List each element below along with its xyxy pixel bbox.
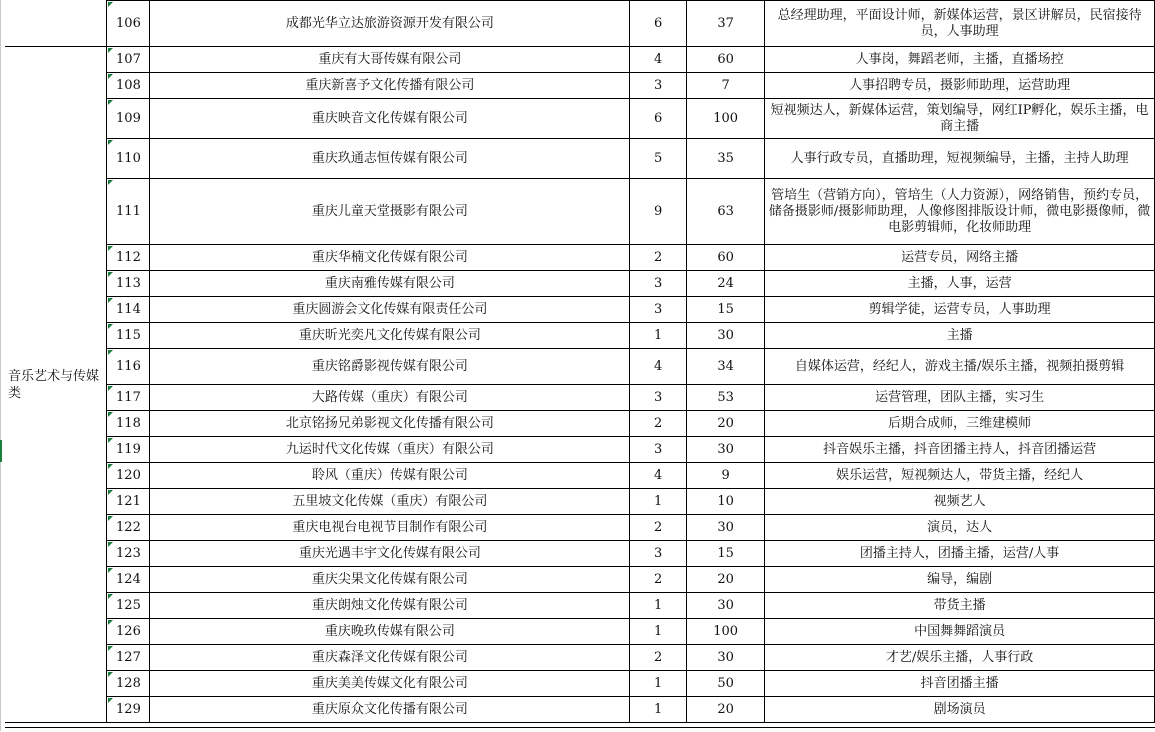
seq-cell: 127 <box>107 645 150 671</box>
position-count-cell: 3 <box>630 437 687 463</box>
position-count-cell: 1 <box>630 619 687 645</box>
table-row <box>5 73 1155 99</box>
table-row <box>5 515 1155 541</box>
seq-cell: 111 <box>107 179 150 245</box>
hiring-count-cell: 63 <box>687 179 765 245</box>
positions-cell: 短视频达人，新媒体运营，策划编导，网红IP孵化，娱乐主播，电商主播 <box>765 99 1155 139</box>
position-count-cell: 6 <box>630 99 687 139</box>
hiring-count-cell: 20 <box>687 697 765 723</box>
company-cell: 成都光华立达旅游资源开发有限公司 <box>150 1 630 47</box>
table-row <box>5 349 1155 385</box>
table-row <box>5 697 1155 723</box>
hiring-count-cell: 30 <box>687 593 765 619</box>
hiring-count-cell: 100 <box>687 619 765 645</box>
seq-cell: 118 <box>107 411 150 437</box>
table-row <box>5 297 1155 323</box>
company-cell: 重庆映音文化传媒有限公司 <box>150 99 630 139</box>
table-row <box>5 1 1155 47</box>
table-row <box>5 541 1155 567</box>
positions-cell: 抖音团播主播 <box>765 671 1155 697</box>
company-cell: 聆风（重庆）传媒有限公司 <box>150 463 630 489</box>
hiring-count-cell: 10 <box>687 489 765 515</box>
table-body <box>5 1 1155 723</box>
position-count-cell: 1 <box>630 323 687 349</box>
position-count-cell: 2 <box>630 645 687 671</box>
positions-cell: 中国舞舞蹈演员 <box>765 619 1155 645</box>
seq-cell: 122 <box>107 515 150 541</box>
company-cell: 重庆森泽文化传媒有限公司 <box>150 645 630 671</box>
position-count-cell: 1 <box>630 593 687 619</box>
company-cell: 重庆昕光奕凡文化传媒有限公司 <box>150 323 630 349</box>
position-count-cell: 1 <box>630 697 687 723</box>
positions-cell: 视频艺人 <box>765 489 1155 515</box>
position-count-cell: 3 <box>630 385 687 411</box>
position-count-cell: 3 <box>630 541 687 567</box>
seq-cell: 116 <box>107 349 150 385</box>
hiring-count-cell: 7 <box>687 73 765 99</box>
table-row <box>5 463 1155 489</box>
row-header-edge <box>0 0 1 731</box>
hiring-count-cell: 37 <box>687 1 765 47</box>
position-count-cell: 1 <box>630 489 687 515</box>
positions-cell: 自媒体运营，经纪人，游戏主播/娱乐主播，视频拍摄剪辑 <box>765 349 1155 385</box>
seq-cell: 124 <box>107 567 150 593</box>
positions-cell: 人事岗，舞蹈老师，主播，直播场控 <box>765 47 1155 73</box>
positions-cell: 人事行政专员，直播助理，短视频编导，主播，主持人助理 <box>765 139 1155 179</box>
seq-cell: 120 <box>107 463 150 489</box>
company-cell: 重庆华楠文化传媒有限公司 <box>150 245 630 271</box>
table-row <box>5 437 1155 463</box>
positions-cell: 团播主持人，团播主播，运营/人事 <box>765 541 1155 567</box>
company-cell: 重庆儿童天堂摄影有限公司 <box>150 179 630 245</box>
seq-cell: 123 <box>107 541 150 567</box>
hiring-count-cell: 30 <box>687 437 765 463</box>
hiring-count-cell: 50 <box>687 671 765 697</box>
company-cell: 重庆朗烛文化传媒有限公司 <box>150 593 630 619</box>
position-count-cell: 9 <box>630 179 687 245</box>
hiring-count-cell: 20 <box>687 411 765 437</box>
seq-cell: 107 <box>107 47 150 73</box>
company-cell: 重庆光遇丰宇文化传媒有限公司 <box>150 541 630 567</box>
table-row <box>5 567 1155 593</box>
company-cell: 重庆新喜予文化传播有限公司 <box>150 73 630 99</box>
table-row <box>5 99 1155 139</box>
seq-cell: 121 <box>107 489 150 515</box>
company-cell: 北京铭扬兄弟影视文化传播有限公司 <box>150 411 630 437</box>
hiring-count-cell: 30 <box>687 645 765 671</box>
positions-cell: 剪辑学徒，运营专员，人事助理 <box>765 297 1155 323</box>
company-table <box>5 0 1155 723</box>
hiring-count-cell: 34 <box>687 349 765 385</box>
seq-cell: 106 <box>107 1 150 47</box>
company-cell: 重庆南雅传媒有限公司 <box>150 271 630 297</box>
positions-cell: 人事招聘专员，摄影师助理，运营助理 <box>765 73 1155 99</box>
category-cell: 音乐艺术与传媒类 <box>5 47 107 723</box>
position-count-cell: 2 <box>630 411 687 437</box>
positions-cell: 演员，达人 <box>765 515 1155 541</box>
table-row <box>5 645 1155 671</box>
table-row <box>5 671 1155 697</box>
hiring-count-cell: 24 <box>687 271 765 297</box>
company-cell: 五里坡文化传媒（重庆）有限公司 <box>150 489 630 515</box>
company-cell: 重庆玖通志恒传媒有限公司 <box>150 139 630 179</box>
position-count-cell: 4 <box>630 463 687 489</box>
seq-cell: 125 <box>107 593 150 619</box>
positions-cell: 编导，编剧 <box>765 567 1155 593</box>
positions-cell: 总经理助理，平面设计师，新媒体运营，景区讲解员，民宿接待员，人事助理 <box>765 1 1155 47</box>
company-cell: 重庆美美传媒文化有限公司 <box>150 671 630 697</box>
next-row-fragment <box>5 727 1155 732</box>
company-cell: 重庆有大哥传媒有限公司 <box>150 47 630 73</box>
positions-cell: 主播 <box>765 323 1155 349</box>
table-row <box>5 179 1155 245</box>
seq-cell: 110 <box>107 139 150 179</box>
position-count-cell: 3 <box>630 271 687 297</box>
seq-cell: 117 <box>107 385 150 411</box>
hiring-count-cell: 15 <box>687 297 765 323</box>
table-row <box>5 47 1155 73</box>
hiring-count-cell: 20 <box>687 567 765 593</box>
hiring-count-cell: 100 <box>687 99 765 139</box>
company-cell: 重庆晚玖传媒有限公司 <box>150 619 630 645</box>
seq-cell: 115 <box>107 323 150 349</box>
position-count-cell: 2 <box>630 515 687 541</box>
seq-cell: 114 <box>107 297 150 323</box>
position-count-cell: 1 <box>630 671 687 697</box>
hiring-count-cell: 9 <box>687 463 765 489</box>
category-cell-previous <box>5 1 107 47</box>
positions-cell: 带货主播 <box>765 593 1155 619</box>
table-row <box>5 271 1155 297</box>
table-row <box>5 593 1155 619</box>
hiring-count-cell: 53 <box>687 385 765 411</box>
table-row <box>5 385 1155 411</box>
selection-marker <box>0 440 2 462</box>
company-cell: 重庆电视台电视节目制作有限公司 <box>150 515 630 541</box>
company-cell: 重庆原众文化传播有限公司 <box>150 697 630 723</box>
hiring-count-cell: 60 <box>687 47 765 73</box>
position-count-cell: 3 <box>630 297 687 323</box>
seq-cell: 112 <box>107 245 150 271</box>
positions-cell: 后期合成师，三维建模师 <box>765 411 1155 437</box>
company-cell: 重庆圆游会文化传媒有限责任公司 <box>150 297 630 323</box>
hiring-count-cell: 35 <box>687 139 765 179</box>
table-row <box>5 245 1155 271</box>
table-row <box>5 489 1155 515</box>
hiring-count-cell: 60 <box>687 245 765 271</box>
position-count-cell: 6 <box>630 1 687 47</box>
table-row <box>5 619 1155 645</box>
table-row <box>5 411 1155 437</box>
hiring-count-cell: 30 <box>687 323 765 349</box>
position-count-cell: 4 <box>630 47 687 73</box>
seq-cell: 113 <box>107 271 150 297</box>
position-count-cell: 4 <box>630 349 687 385</box>
table-row <box>5 139 1155 179</box>
positions-cell: 才艺/娱乐主播，人事行政 <box>765 645 1155 671</box>
position-count-cell: 3 <box>630 73 687 99</box>
positions-cell: 主播，人事，运营 <box>765 271 1155 297</box>
company-cell: 重庆铭爵影视传媒有限公司 <box>150 349 630 385</box>
seq-cell: 108 <box>107 73 150 99</box>
positions-cell: 娱乐运营，短视频达人，带货主播，经纪人 <box>765 463 1155 489</box>
seq-cell: 119 <box>107 437 150 463</box>
position-count-cell: 2 <box>630 567 687 593</box>
positions-cell: 抖音娱乐主播，抖音团播主持人，抖音团播运营 <box>765 437 1155 463</box>
seq-cell: 126 <box>107 619 150 645</box>
positions-cell: 剧场演员 <box>765 697 1155 723</box>
company-cell: 九运时代文化传媒（重庆）有限公司 <box>150 437 630 463</box>
position-count-cell: 5 <box>630 139 687 179</box>
seq-cell: 128 <box>107 671 150 697</box>
table-row <box>5 323 1155 349</box>
position-count-cell: 2 <box>630 245 687 271</box>
positions-cell: 运营专员，网络主播 <box>765 245 1155 271</box>
positions-cell: 运营管理，团队主播，实习生 <box>765 385 1155 411</box>
company-cell: 重庆尖果文化传媒有限公司 <box>150 567 630 593</box>
seq-cell: 129 <box>107 697 150 723</box>
company-cell: 大路传媒（重庆）有限公司 <box>150 385 630 411</box>
hiring-count-cell: 15 <box>687 541 765 567</box>
positions-cell: 管培生（营销方向），管培生（人力资源），网络销售，预约专员，储备摄影师/摄影师助理，人像修图排版设计师，微电影摄像师，微电影剪辑师，化妆师助理 <box>765 179 1155 245</box>
seq-cell: 109 <box>107 99 150 139</box>
hiring-count-cell: 30 <box>687 515 765 541</box>
